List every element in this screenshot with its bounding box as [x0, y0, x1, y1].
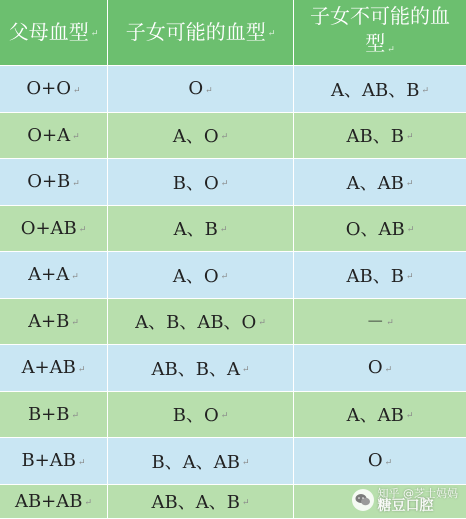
- table-cell-parents: [0, 299, 108, 346]
- cell-text: A、O: [172, 126, 219, 148]
- paragraph-mark-icon: ↵: [72, 178, 80, 189]
- cell-text: A+A: [28, 264, 70, 286]
- header-parents: [0, 0, 108, 66]
- table-cell-impossible: [294, 485, 466, 519]
- paragraph-mark-icon: ↵: [241, 364, 250, 375]
- cell-text: A、AB: [346, 172, 404, 194]
- paragraph-mark-icon: ↵: [71, 411, 80, 422]
- header-possible-label: 子女可能的血型: [125, 20, 266, 44]
- cell-text: B+AB: [21, 450, 76, 472]
- paragraph-mark-icon: ↵: [387, 45, 395, 55]
- header-parents-label: 父母血型: [8, 20, 89, 44]
- paragraph-mark-icon: ↵: [405, 411, 414, 422]
- paragraph-mark-icon: ↵: [405, 178, 414, 189]
- table-cell-possible: [108, 113, 294, 160]
- paragraph-mark-icon: ↵: [90, 29, 99, 39]
- paragraph-mark-icon: ↵: [220, 411, 229, 422]
- cell-text: B、A、AB: [151, 451, 240, 473]
- paragraph-mark-icon: ↵: [220, 271, 229, 282]
- table-cell-possible: [108, 159, 294, 206]
- table-cell-impossible: [294, 345, 466, 392]
- table-cell-parents: [0, 345, 108, 392]
- paragraph-mark-icon: ↵: [77, 364, 86, 375]
- cell-text: AB、B: [346, 126, 404, 148]
- paragraph-mark-icon: ↵: [405, 271, 414, 282]
- paragraph-mark-icon: ↵: [258, 318, 266, 329]
- cell-text: A、B、AB、O: [135, 312, 257, 334]
- cell-text: O、AB: [345, 219, 405, 241]
- paragraph-mark-icon: ↵: [78, 457, 86, 468]
- cell-text: A、B: [173, 219, 218, 241]
- header-impossible-label: 子女不可能的血型: [310, 4, 450, 55]
- paragraph-mark-icon: ↵: [421, 85, 429, 96]
- paragraph-mark-icon: ↵: [78, 225, 87, 236]
- cell-text: O+O: [26, 78, 72, 100]
- table-cell-possible: [108, 345, 294, 392]
- table-cell-parents: [0, 392, 108, 439]
- cell-text: O: [188, 78, 204, 100]
- table-cell-possible: [108, 206, 294, 253]
- table-cell-possible: [108, 438, 294, 485]
- cell-text: O: [367, 450, 383, 472]
- cell-text: A+B: [28, 310, 70, 332]
- table-cell-impossible: [294, 206, 466, 253]
- table-cell-parents: [0, 252, 108, 299]
- paragraph-mark-icon: ↵: [384, 457, 393, 468]
- paragraph-mark-icon: ↵: [72, 132, 80, 143]
- paragraph-mark-icon: ↵: [267, 29, 276, 39]
- paragraph-mark-icon: ↵: [241, 498, 250, 508]
- table-cell-parents: [0, 485, 108, 519]
- table-cell-impossible: [294, 159, 466, 206]
- table-cell-possible: [108, 299, 294, 346]
- paragraph-mark-icon: ↵: [84, 498, 93, 508]
- paragraph-mark-icon: ↵: [220, 178, 229, 189]
- table-cell-impossible: [294, 252, 466, 299]
- table-cell-parents: [0, 438, 108, 485]
- paragraph-mark-icon: ↵: [405, 132, 414, 143]
- table-cell-possible: [108, 66, 294, 113]
- table-cell-parents: [0, 206, 108, 253]
- paragraph-mark-icon: ↵: [219, 225, 228, 236]
- cell-text: A+AB: [21, 357, 76, 379]
- watermark-line1: 知乎 @芝士妈妈: [377, 487, 458, 500]
- table-cell-impossible: [294, 392, 466, 439]
- cell-text: AB、B: [346, 265, 404, 287]
- watermark-line2: 糖豆口腔: [377, 498, 434, 514]
- cell-text: B+B: [27, 403, 70, 425]
- paragraph-mark-icon: ↵: [406, 225, 415, 236]
- table-cell-possible: [108, 485, 294, 519]
- cell-text: －: [366, 312, 385, 334]
- cell-text: O+B: [27, 171, 71, 193]
- cell-text: O+AB: [20, 217, 77, 239]
- cell-text: A、AB: [346, 405, 404, 427]
- table-cell-parents: [0, 159, 108, 206]
- cell-text: O+A: [27, 124, 71, 146]
- table-cell-impossible: [294, 299, 466, 346]
- table-cell-impossible: [294, 438, 466, 485]
- paragraph-mark-icon: ↵: [220, 132, 229, 143]
- paragraph-mark-icon: ↵: [384, 364, 393, 375]
- paragraph-mark-icon: ↵: [241, 457, 250, 468]
- cell-text: AB、B、A: [151, 358, 240, 380]
- paragraph-mark-icon: ↵: [71, 318, 79, 329]
- paragraph-mark-icon: ↵: [71, 271, 79, 282]
- paragraph-mark-icon: ↵: [205, 85, 213, 96]
- cell-text: B、O: [172, 405, 219, 427]
- cell-text: A、AB、B: [331, 79, 420, 101]
- paragraph-mark-icon: ↵: [386, 318, 394, 329]
- table-cell-impossible: [294, 66, 466, 113]
- header-possible: [108, 0, 294, 66]
- cell-text: A、O: [172, 265, 219, 287]
- cell-text: O: [367, 357, 383, 379]
- table-cell-possible: [108, 252, 294, 299]
- cell-text: AB、A、B: [151, 492, 240, 513]
- table-cell-impossible: [294, 113, 466, 160]
- table-cell-parents: [0, 113, 108, 160]
- cell-text: B、O: [172, 172, 219, 194]
- paragraph-mark-icon: ↵: [73, 85, 81, 96]
- table-cell-possible: [108, 392, 294, 439]
- header-impossible: [294, 0, 466, 66]
- cell-text: AB+AB: [14, 490, 83, 512]
- table-cell-parents: [0, 66, 108, 113]
